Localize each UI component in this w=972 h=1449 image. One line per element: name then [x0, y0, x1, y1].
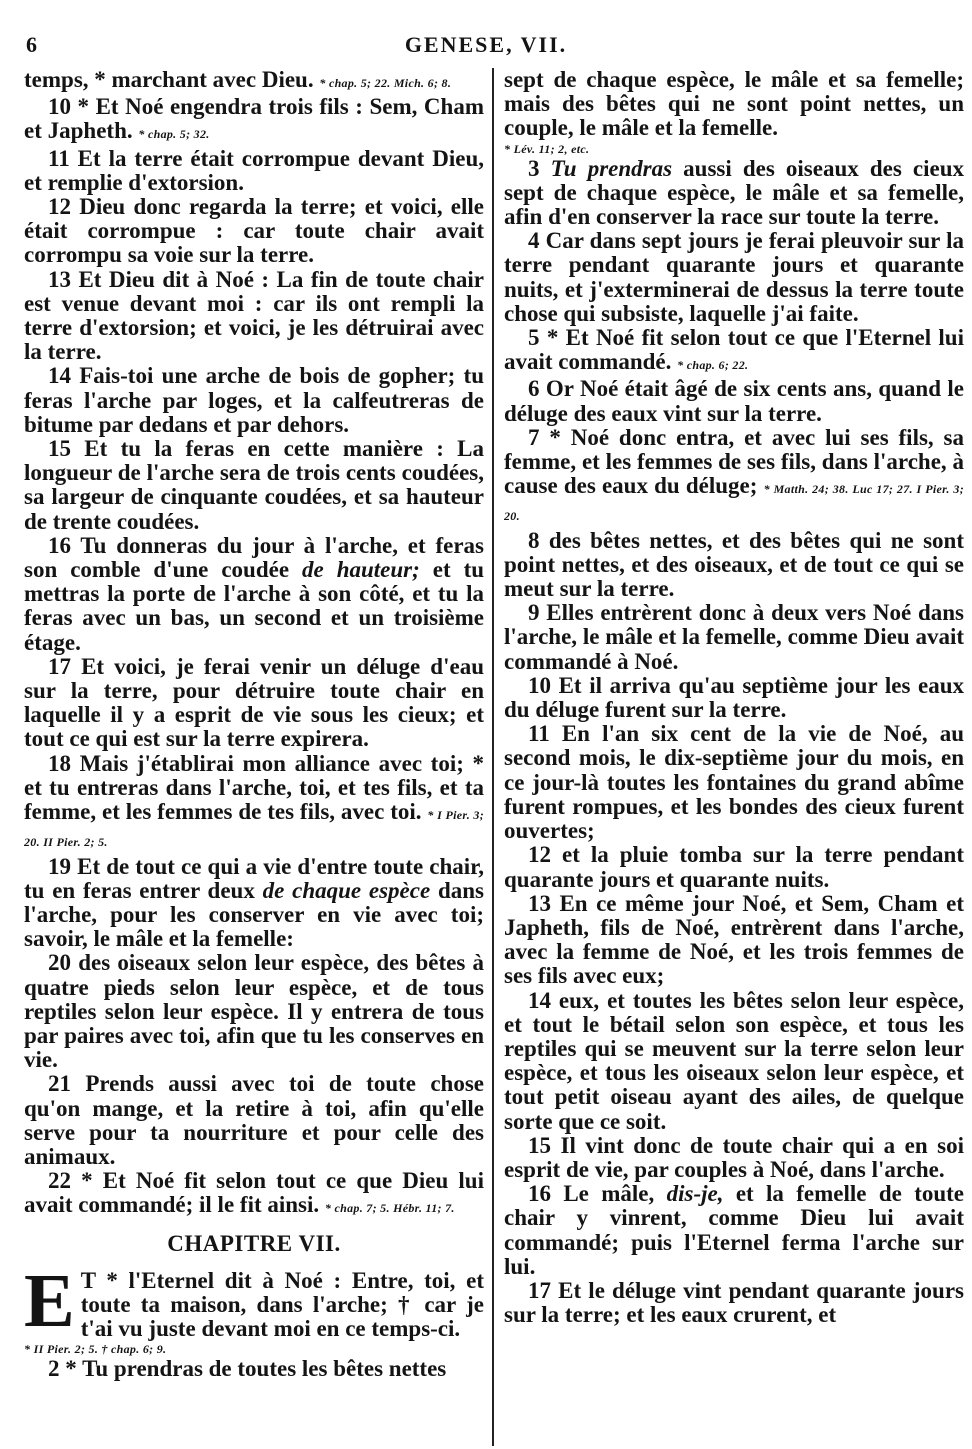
italic-words: dis-je,: [666, 1181, 724, 1207]
cross-reference: * Matth. 24; 38. Luc 17; 27. I Pier. 3; 20.: [504, 482, 964, 524]
verse-21: 21 Prends aussi avec toi de toute chose qu'on mange, et la retire à toi, afin qu'elle serve pour ta nourriture et pour celle des animaux.: [24, 1071, 484, 1169]
page-header: [0, 30, 972, 64]
verse-11: 11 En l'an six cent de la vie de Noé, au second mois, le dix-septième jour du mois, en ce jour-là toutes les fontaines du grand abîme furent rompues, et les bondes des cieux furent ouvertes;: [504, 721, 964, 844]
verse-13: 13 Et Dieu dit à Noé : La fin de toute chair est venue devant moi : car ils ont rempli la terre d'extorsion; et voici, je les détruirai avec la terre.: [24, 266, 484, 365]
verse-12: 12 Dieu donc regarda la terre; et voici, elle était corrompue : car toute chair avait corrompu sa voie sur la terre.: [24, 194, 484, 268]
verse-10: 10 * Et Noé engendra trois fils : Sem, Cham et Japheth. * chap. 5; 32.: [24, 94, 484, 144]
chapter-7-verse-1: E T * l'Eternel dit à Noé : Entre, toi, et toute ta maison, dans l'arche; † car je t'ai vu juste devant moi en ce temps-ci. * II Pier. 2; 5. † chap. 6; 9.: [24, 1258, 484, 1357]
verse-18: 18 Mais j'établirai mon alliance avec toi; * et tu entreras dans l'arche, toi, et tes fils, et ta femme, et les femmes de tes fils, avec toi. * I Pier. 3; 20. II Pier. 2; 5.: [24, 750, 484, 850]
verse-7: 7 * Noé donc entra, et avec lui ses fils, sa femme, et les femmes de ses fils, dans l'arche, à cause des eaux du déluge; * Matth. 24; 38. Luc 17; 27. I Pier. 3; 20.: [504, 424, 964, 524]
cross-reference: * chap. 7; 5. Hébr. 11; 7.: [324, 1201, 455, 1216]
verse-15: 15 Il vint donc de toute chair qui a en soi esprit de vie, par couples à Noé, dans l'arche.: [504, 1132, 964, 1182]
chapter-title: CHAPITRE VII.: [167, 1230, 341, 1256]
cross-reference: * II Pier. 2; 5. † chap. 6; 9.: [24, 1342, 167, 1357]
verse-16: 16 Tu donneras du jour à l'arche, et feras son comble d'une coudée de hauteur; et tu mettras la porte de l'arche à son côté, et tu la feras avec un bas, un second et un troisième étage.: [24, 532, 484, 655]
running-head: GENESE, VII.: [404, 32, 568, 57]
verse-9: 9 Elles entrèrent donc à deux vers Noé dans l'arche, le mâle et la femelle, comme Dieu avait commandé à Noé.: [504, 600, 964, 674]
verse-12: 12 et la pluie tomba sur la terre pendant quarante jours et quarante nuits.: [504, 842, 964, 892]
verse-20: 20 des oiseaux selon leur espèce, des bêtes à quatre pieds selon leur espèce, et de tous reptiles selon leur espèce. Il y entrera de tous par paires avec toi, afin que tu les conserves en vie.: [24, 950, 484, 1073]
verse-4: 4 Car dans sept jours je ferai pleuvoir sur la terre pendant quarante jours et quarante nuits, et j'exterminerai de dessus la terre toute chose qui subsiste, laquelle j'ai faite.: [504, 228, 964, 326]
column-divider: [492, 68, 494, 1446]
verse-14: 14 Fais-toi une arche de bois de gopher; tu feras l'arche par loges, et la calfeutreras de bitume par dedans et par dehors.: [24, 363, 484, 437]
verse-10: 10 Et il arriva qu'au septième jour les eaux du déluge furent sur la terre.: [504, 672, 964, 723]
italic-words: de hauteur;: [302, 557, 420, 583]
verse-11: 11 Et la terre était corrompue devant Dieu, et remplie d'extorsion.: [24, 145, 484, 195]
verse-17: 17 Et voici, je ferai venir un déluge d'eau sur la terre, pour détruire toute chair en laquelle il y a esprit de vie sous les cieux; et tout ce qui est sur la terre expirera.: [24, 653, 484, 752]
page-number: 6: [26, 32, 37, 57]
verse-16: 16 Le mâle, dis-je, et la femelle de toute chair y vinrent, comme Dieu lui avait commandé; puis l'Eternel ferma l'arche sur lui.: [504, 1181, 964, 1279]
verse-14: 14 eux, et toutes les bêtes selon leur espèce, et tout le bétail selon son espèce, et tous les reptiles qui se meuvent sur la terre selon leur espèce, et tous les oiseaux selon leur espèce, et tout petit oiseau ayant des ailes, de quelque sorte que ce soit.: [504, 987, 964, 1134]
verse-6: 6 Or Noé était âgé de six cents ans, quand le déluge des eaux vint sur la terre.: [504, 376, 964, 426]
chapter-7-verse-2: 2 * Tu prendras de toutes les bêtes nettes: [48, 1356, 447, 1382]
drop-cap: E: [24, 1258, 75, 1343]
cross-reference: * I Pier. 3; 20. II Pier. 2; 5.: [24, 808, 484, 850]
italic-words: Tu prendras: [550, 155, 673, 181]
verse-13: 13 En ce même jour Noé, et Sem, Cham et Japheth, fils de Noé, entrèrent dans l'arche, avec la femme de Noé, et les trois femmes de ses fils avec eux;: [504, 890, 964, 989]
verse-3: 3 Tu prendras aussi des oiseaux des cieux sept de chaque espèce, le mâle et sa femelle, afin d'en conserver la race sur toute la terre.: [504, 155, 964, 230]
verse-5: 5 * Et Noé fit selon tout ce que l'Eternel lui avait commandé. * chap. 6; 22.: [504, 325, 964, 375]
verse-22: 22 * Et Noé fit selon tout ce que Dieu lui avait commandé; il le fit ainsi. * chap. 7; 5. Hébr. 11; 7.: [24, 1168, 484, 1218]
left-column: [24, 68, 484, 1443]
right-column: [504, 68, 964, 1443]
cross-reference: * chap. 6; 22.: [677, 358, 749, 373]
verse-19: 19 Et de tout ce qui a vie d'entre toute chair, tu en feras entrer deux de chaque espèce dans l'arche, pour les conserver en vie avec toi; savoir, le mâle et la femelle:: [24, 853, 484, 952]
cross-reference: * chap. 5; 32.: [138, 127, 210, 142]
italic-words: de chaque espèce: [262, 877, 431, 903]
verse-17: 17 Et le déluge vint pendant quarante jours sur la terre; et les eaux crurent, et: [504, 1277, 964, 1328]
verse-15: 15 Et tu la feras en cette manière : La longueur de l'arche sera de trois cents coudées, sa largeur de cinquante coudées, et sa hauteur de trente coudées.: [24, 436, 484, 534]
cross-reference: * chap. 5; 22. Mich. 6; 8.: [319, 76, 452, 90]
verse-continuation: temps, * marchant avec Dieu. * chap. 5; 22. Mich. 6; 8.: [24, 68, 452, 92]
verse-8: 8 des bêtes nettes, et des bêtes qui ne sont point nettes, et des oiseaux, et de tout ce qui se meut sur la terre.: [504, 527, 964, 602]
verse-2-continuation: sept de chaque espèce, le mâle et sa femelle; mais des bêtes qui ne sont point nettes, un couple, le mâle et la femelle. * Lév. 11; 2, etc.: [504, 68, 964, 156]
cross-reference: * Lév. 11; 2, etc.: [504, 141, 590, 156]
